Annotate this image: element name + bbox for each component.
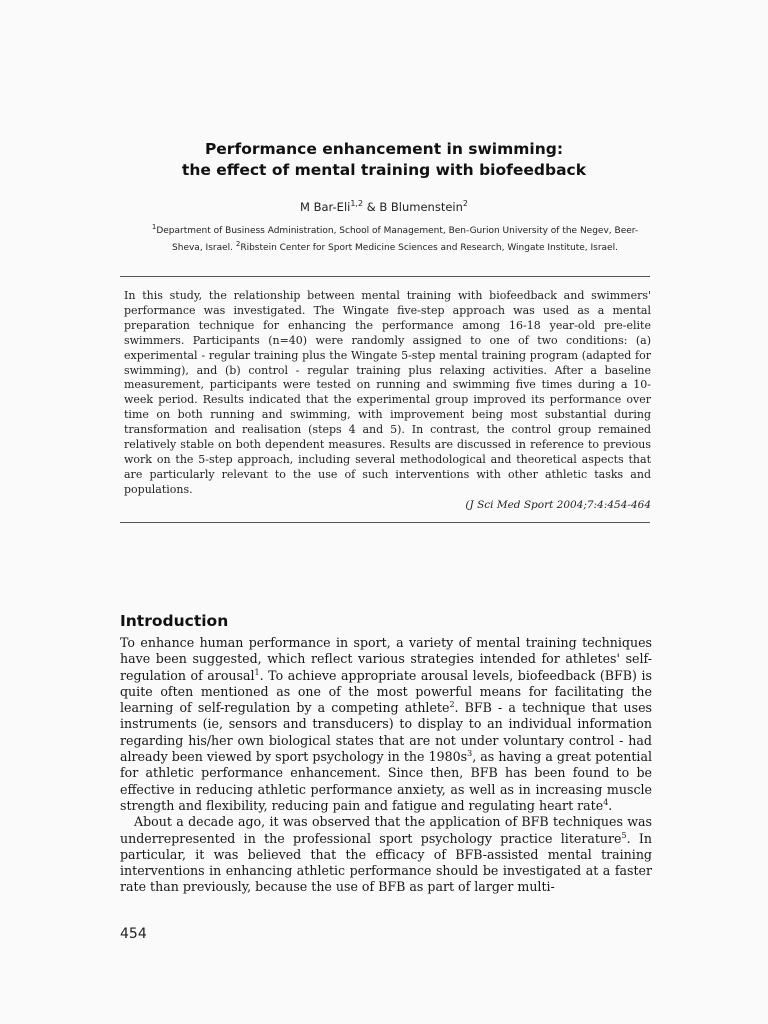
paragraph: [120, 814, 652, 895]
title-line-2: the effect of mental training with biofeedback: [181, 161, 587, 179]
author-name: M Bar-Eli: [300, 199, 351, 214]
paragraph-text: About a decade ago, it was observed that the application of BFB techniques was underrepresented in the professional sport psychology practice literature: [120, 814, 652, 846]
citation-marker: 4: [603, 797, 609, 807]
author-separator: &: [363, 199, 380, 214]
paragraph-text: . To achieve appropriate arousal levels, biofeedback (BFB) is quite often mentioned as one of the most powerful means for facilitating the learning of self-regulation by a competing athlete: [120, 667, 652, 716]
citation-marker: 1: [254, 667, 260, 677]
paragraph-text: . BFB - a technique that uses instruments (ie, sensors and transducers) to display to an individual information regarding his/her own biological states that are not under voluntary control - had already been viewed by sport psychology in the 1980s: [120, 700, 652, 765]
abstract-bottom-rule: [120, 522, 650, 523]
affiliation-marker: 1: [151, 223, 157, 231]
author-name: B Blumenstein: [379, 199, 463, 214]
introduction-body: [120, 635, 652, 896]
affiliations: [150, 221, 640, 255]
abstract-top-rule: [120, 276, 650, 277]
paragraph-text: , as having a great potential for athletic performance enhancement. Since then, BFB has been found to be effective in reducing athletic performance anxiety, as well as in increasing muscle strength and flexibility, reducing pain and fatigue and regulating heart rate: [120, 749, 652, 813]
page-number: 454: [120, 926, 147, 942]
section-heading: Introduction: [120, 612, 229, 630]
paragraph-text: To enhance human performance in sport, a variety of mental training techniques have been suggested, which reflect various strategies intended for athletes' self-regulation of arousal: [120, 635, 652, 683]
author-list: [0, 199, 768, 214]
citation-marker: 3: [467, 748, 473, 758]
affiliation-marker: 2: [235, 240, 241, 248]
affiliation-text: Department of Business Administration, School of Management, Ben-Gurion University of the Negev, Beer-Sheva, Israel.: [156, 226, 639, 253]
paragraph: [120, 635, 652, 814]
citation-marker: 2: [449, 700, 455, 709]
abstract-text: In this study, the relationship between mental training with biofeedback and swimmers' performance was investigated. The Wingate five-step approach was used as a mental preparation technique for enhancing the performance among 16-18 year-old pre-elite swimmers. Participants (n=40) were randomly assigned to one of two conditions: (a) experimental - regular training plus the Wingate 5-step mental training program (adapted for swimming), and (b) control - regular training plus relaxing activities. After a baseline measurement, participants were tested on running and swimming five times during a 10-week period. Results indicated that the experimental group improved its performance over time on both running and swimming, with improvement being most substantial during transformation and realisation (steps 4 and 5). In contrast, the control group remained relatively stable on both dependent measures. Results are discussed in reference to previous work on the 5-step approach, including several methodological and theoretical aspects that are particularly relevant to the use of such interventions with other athletic tasks and populations.: [124, 289, 651, 496]
journal-citation: (J Sci Med Sport 2004;7:4:454-464: [465, 499, 651, 511]
paragraph-text: .: [608, 797, 613, 813]
author-affiliation-marker: 2: [462, 199, 468, 208]
paragraph-text: . In particular, it was believed that the efficacy of BFB-assisted mental training interventions in enhancing athletic performance should be investigated at a faster rate than previously, because the use of BFB as part of larger multi-: [120, 830, 652, 895]
citation-marker: 5: [621, 830, 627, 840]
title-line-1: Performance enhancement in swimming:: [204, 140, 564, 158]
article-title: [0, 139, 768, 181]
affiliation-text: Ribstein Center for Sport Medicine Sciences and Research, Wingate Institute, Israel.: [240, 243, 618, 253]
author-affiliation-marker: 1,2: [350, 199, 364, 208]
